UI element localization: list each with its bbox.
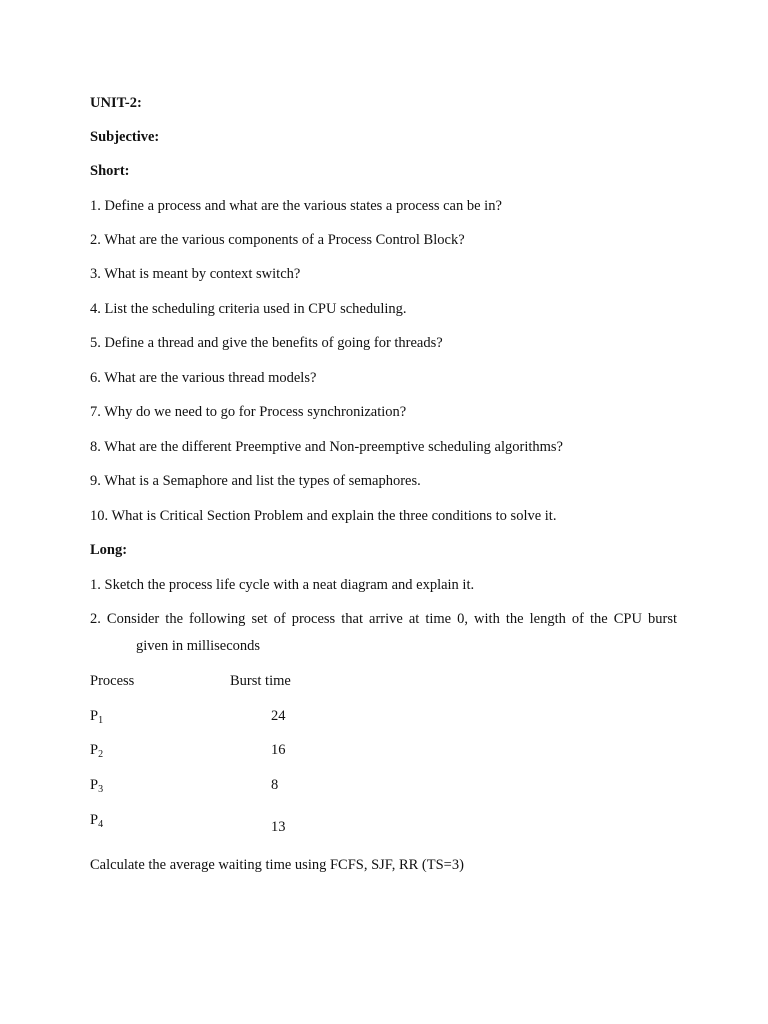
short-question: 2. What are the various components of a Process Control Block?	[90, 232, 465, 248]
table-row-process	[90, 776, 103, 794]
long-question-1: 1. Sketch the process life cycle with a neat diagram and explain it.	[90, 577, 475, 593]
table-row-process	[90, 811, 103, 829]
table-row-process	[90, 741, 103, 759]
unit-title: UNIT-2:	[90, 95, 142, 111]
long-question-2-line-2: given in milliseconds	[136, 638, 261, 654]
process-name: P	[90, 742, 99, 758]
process-name: P	[90, 777, 99, 793]
short-question: 8. What are the different Preemptive and Non-preemptive scheduling algorithms?	[90, 439, 563, 455]
process-subscript: 1	[98, 715, 104, 726]
long-question-2-line-1: 2. Consider the following set of process that arrive at time 0, with the length of the CPU burst	[90, 611, 677, 627]
table-row-burst: 16	[271, 742, 286, 758]
table-row-process	[90, 707, 103, 725]
short-question: 6. What are the various thread models?	[90, 370, 317, 386]
table-row-burst: 8	[271, 777, 279, 793]
process-subscript: 2	[98, 749, 104, 760]
table-header-burst-time: Burst time	[230, 673, 291, 689]
process-name: P	[90, 708, 99, 724]
short-question: 7. Why do we need to go for Process synchronization?	[90, 404, 407, 420]
process-name: P	[90, 812, 99, 828]
table-row-burst: 24	[271, 708, 286, 724]
calculation-instruction: Calculate the average waiting time using FCFS, SJF, RR (TS=3)	[90, 857, 464, 873]
short-question: 5. Define a thread and give the benefits of going for threads?	[90, 335, 443, 351]
process-subscript: 4	[98, 819, 104, 830]
table-header-process: Process	[90, 673, 135, 689]
short-question: 1. Define a process and what are the various states a process can be in?	[90, 198, 502, 214]
section-subjective-heading: Subjective:	[90, 129, 160, 145]
short-question: 10. What is Critical Section Problem and explain the three conditions to solve it.	[90, 508, 557, 524]
process-subscript: 3	[98, 784, 104, 795]
short-question: 4. List the scheduling criteria used in CPU scheduling.	[90, 301, 407, 317]
section-short-heading: Short:	[90, 163, 130, 179]
section-long-heading: Long:	[90, 542, 128, 558]
table-row-burst: 13	[271, 819, 286, 835]
short-question: 9. What is a Semaphore and list the types of semaphores.	[90, 473, 421, 489]
short-question: 3. What is meant by context switch?	[90, 266, 301, 282]
